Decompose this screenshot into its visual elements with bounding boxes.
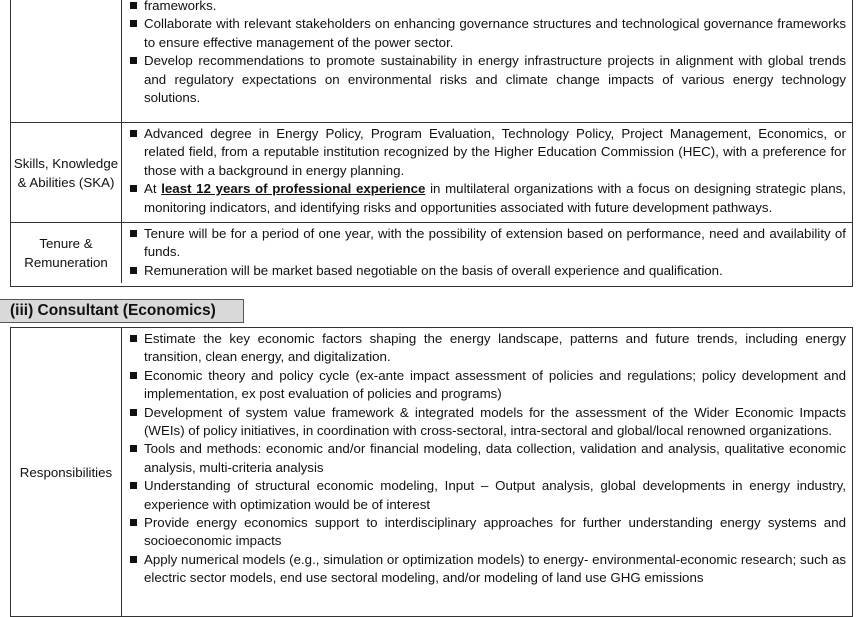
list-item: Estimate the key economic factors shaping the energy landscape, patterns and future trends, including energy transition, clean energy, and digitalization. bbox=[130, 330, 846, 367]
responsibilities-continued-row bbox=[11, 0, 852, 123]
experience-suffix: in multilateral organizations with a focus on designing strategic plans, monitoring indicators, and identifying risks and opportunities associated with future development pathways. bbox=[144, 181, 847, 215]
responsibilities-content bbox=[122, 328, 852, 616]
responsibilities-row bbox=[11, 328, 852, 616]
list-item: Development of system value framework & integrated models for the assessment of the Wider Economic Impacts (WEIs) of policy initiatives, in coordination with cross-sectoral, intra-sectoral and global/local renowned organizations. bbox=[130, 404, 846, 441]
top-requirements-table bbox=[10, 0, 853, 287]
list-item bbox=[130, 180, 846, 217]
list-item: Provide energy economics support to interdisciplinary approaches for further understanding energy systems and socioeconomic impacts bbox=[130, 514, 846, 551]
list-item: Tenure will be for a period of one year, with the possibility of extension based on performance, need and availability of funds. bbox=[130, 225, 846, 262]
ska-content bbox=[122, 123, 852, 222]
ska-row bbox=[11, 123, 852, 223]
responsibilities-label: Responsibilities bbox=[11, 328, 122, 616]
responsibilities-continued-content bbox=[122, 0, 852, 122]
list-item: Understanding of structural economic modeling, Input – Output analysis, global developments in energy industry, experience with optimization would be of interest bbox=[130, 477, 846, 514]
ska-label: Skills, Knowledge & Abilities (SKA) bbox=[11, 123, 122, 222]
list-item: frameworks. bbox=[130, 0, 846, 15]
list-item: Collaborate with relevant stakeholders on enhancing governance structures and technological governance frameworks to ensure effective management of the power sector. bbox=[130, 15, 846, 52]
tenure-row bbox=[11, 223, 852, 283]
list-item: Tools and methods: economic and/or financial modeling, data collection, validation and analysis, qualitative economic analysis, multi-criteria analysis bbox=[130, 440, 846, 477]
experience-prefix: At bbox=[144, 181, 162, 197]
row-label-empty bbox=[11, 0, 122, 122]
section-heading: (iii) Consultant (Economics) bbox=[0, 299, 244, 323]
list-item: Advanced degree in Energy Policy, Program Evaluation, Technology Policy, Project Management, Economics, or related field, from a reputable institution recognized by the Higher Education Commission (HEC), with a preference for those with a background in energy planning. bbox=[130, 125, 846, 180]
experience-emphasis: least 12 years of professional experience bbox=[161, 181, 426, 197]
list-item: Develop recommendations to promote sustainability in energy infrastructure projects in alignment with global trends and regulatory expectations on environmental risks and climate change impacts of various energy technology solutions. bbox=[130, 52, 846, 107]
list-item: Remuneration will be market based negotiable on the basis of overall experience and qualification. bbox=[130, 262, 846, 280]
tenure-label: Tenure & Remuneration bbox=[11, 223, 122, 283]
list-item: Apply numerical models (e.g., simulation or optimization models) to energy- environmental-economic research; such as electric sector models, end use sectoral modeling, and/or modeling of land use GHG emissions bbox=[130, 551, 846, 588]
tenure-content bbox=[122, 223, 852, 283]
list-item: Economic theory and policy cycle (ex-ante impact assessment of policies and regulations; policy development and implementation, ex post evaluation of policies and programs) bbox=[130, 367, 846, 404]
economics-responsibilities-table bbox=[10, 327, 853, 617]
